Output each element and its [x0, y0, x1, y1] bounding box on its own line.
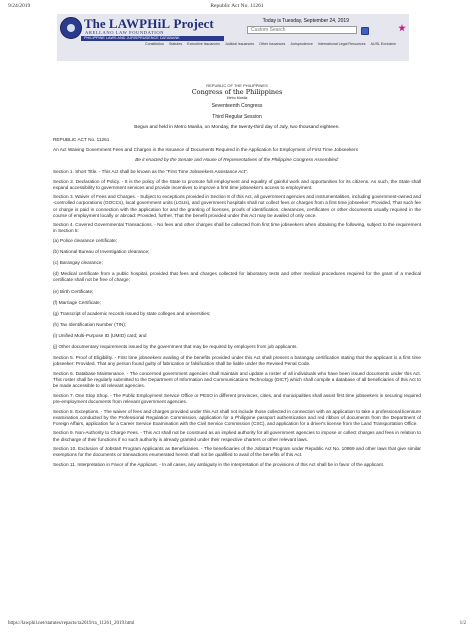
list-item: (j) Other documentary requirements issued by the government that may be required by employers from job applicants. — [53, 344, 298, 350]
act-body — [53, 137, 421, 472]
nav-other-issuances[interactable]: Other Issuances — [259, 42, 286, 46]
list-item: (h) Tax Identification Number (TIN); — [53, 321, 127, 327]
brand-name: LAWPHiL — [108, 16, 171, 31]
section-9: Section 9. Non-Authority to Charge Fees. - This Act shall not be construed as an implied authority for all government agencies to impose or collect charges and fees in relation to the discharge of their functions if no such authority is already granted under their respective charters or other relevant laws. — [53, 430, 421, 442]
nav-international-legal-resources[interactable]: International Legal Resources — [317, 42, 366, 46]
congress-number: Seventeenth Congress — [211, 103, 263, 110]
print-header — [8, 3, 466, 12]
list-item: (e) Birth Certificate; — [53, 288, 94, 294]
section-11: Section 11. Interpretation in Favor of the Applicant. - In all cases, any ambiguity in the interpretation of the provisions of this Act shall be in favor of the applicant. — [53, 462, 385, 467]
list-item: (f) Marriage Certificate; — [53, 299, 101, 305]
brand-prefix: The — [84, 16, 109, 31]
section-4-intro: Section 4. Covered Governmental Transactions. - No fees and other charges shall be collected from first time jobseekers when obtaining the following, subject to the requirement in Section 5: — [53, 222, 421, 234]
session-label: Third Regular Session — [212, 114, 262, 121]
nav-judicial-issuances[interactable]: Judicial Issuances — [224, 42, 255, 46]
brand-subtitle: ARELLANO LAW FOUNDATION — [85, 30, 165, 35]
nav-ausl-exclusive[interactable]: AUSL Exclusive — [370, 42, 397, 46]
section-6: Section 6. Database Maintenance. - The concerned government agencies shall maintain and update a roster of all individuals who have been issued documents under this Act. This roster shall be regularly submitted to the Department of Information and Communications Technology (DICT) which shall compile a database of all beneficiaries of this Act to be made accessible to all relevant agencies. — [53, 370, 421, 389]
brand-strip: PHILIPPINE LAWS AND JURISPRUDENCE DATABANK — [81, 36, 224, 41]
print-footer — [8, 621, 466, 629]
act-heading — [0, 84, 474, 131]
nav-jurisprudence[interactable]: Jurisprudence — [290, 42, 313, 46]
section-7: Section 7. One Stop Shop. - The Public Employment Service Office or PESO in different provinces, cities, and municipalities shall assist first time jobseekers in securing required pre-employment documents from relevant government agencies. — [53, 392, 421, 404]
act-number: REPUBLIC ACT No. 11261 — [53, 137, 110, 142]
section-5: Section 5. Proof of Eligibility. - First time jobseekers availing of the benefits provided under this Act shall present a barangay certification stating that the applicant is a first time jobseeker: Provided, That any person found guilty of fabrication or falsification shall be liable under the Revised Penal Code. — [53, 355, 421, 367]
begun-line: Begun and held in Metro Manila, on Monday, the twenty-third day of July, two thousand eighteen. — [134, 125, 340, 131]
main-nav — [145, 42, 405, 48]
list-item: (c) Barangay clearance; — [53, 260, 103, 266]
nav-executive-issuances[interactable]: Executive Issuances — [187, 42, 220, 46]
section-3: Section 3. Waiver of Fees and Charges. - Subject to exceptions provided in Section 8 of this Act, all government agencies and instrumentalities, including government-owned and -controlled corporations (GOCCs), local government units (LGUs), and government hospitals shall not collect fees or charges from a first time jobseeker: Provided, That such fee or charge is paid in connection with the application for and the granting of licenses, proofs of identification, clearances, certificates or other documents usually required in the course of employment locally or abroad: Provided, further, That the benefit provided under this Act may be availed of only once. — [53, 194, 421, 218]
site-banner — [57, 14, 409, 61]
list-item: (i) Unified Multi-Purpose ID (UMID) card; and — [53, 332, 147, 338]
section-10: Section 10. Exclusion of Jobstart Program Applicants as Beneficiaries. - The beneficiaries of the Jobstart Program under Republic Act No. 10869 and other laws that give similar exemptions for the documents or transactions enumerated herein shall not be qualified to avail of the benefits of this Act. — [53, 446, 421, 458]
lawphil-seal-icon[interactable] — [60, 17, 82, 39]
congress-label: Congress of the Philippines — [191, 88, 283, 96]
page-url: https://lawphil.net/statutes/repacts/ra2019/ra_11261_2019.html — [8, 621, 135, 626]
list-item: (d) Medical certificate from a public hospital, provided that fees and charges collected for laboratory tests and other medical procedures required for the grant of a medical certificate shall not be free of charge; — [53, 271, 421, 283]
list-item: (a) Police clearance certificate; — [53, 238, 118, 244]
act-title: An Act Waiving Government Fees and Charges in the Issuance of Documents Required in the Application for Employment of First Time Jobseekers — [53, 147, 358, 153]
list-item: (b) National Bureau of Investigation clearance; — [53, 249, 150, 255]
nav-statutes[interactable]: Statutes — [168, 42, 183, 46]
brand-suffix: Project — [170, 16, 214, 31]
search-icon[interactable] — [361, 27, 369, 35]
list-item: (g) Transcript of academic records issued by state colleges and universities; — [53, 310, 211, 316]
section-2: Section 2. Declaration of Policy. - It is the policy of the State to promote full employment and equality of gainful work and opportunities for its citizens. As such, the State shall expand accessibility to government services and provide incentives to improve a first time jobseeker's access to employment. — [53, 178, 421, 190]
enacting-clause: Be it enacted by the Senate and House of Representatives of the Philippine Congress Assembled: — [135, 156, 339, 162]
print-date: 9/24/2019 — [8, 3, 31, 9]
search-input[interactable] — [247, 26, 357, 34]
section-1: Section 1. Short Title. - This Act shall be known as the "First Time Jobseekers Assistance Act". — [53, 168, 248, 174]
star-icon[interactable] — [398, 24, 406, 32]
republic-label: REPUBLIC OF THE PHILIPPINES — [206, 83, 268, 88]
nav-constitution[interactable]: Constitution — [145, 42, 164, 46]
page-number: 1/2 — [459, 621, 466, 626]
print-title: Republic Act No. 11261 — [210, 3, 264, 9]
section-8: Section 8. Exceptions. - The waiver of fees and charges provided under this Act shall not include those collected in connection with an application to take a professional licensure examination conducted by the Professional Regulation Commission, application for a Philippine passport authentication and red ribbon of documents from the Department of Foreign Affairs, application for a Career Service Examination with the Civil Service Commission (CSC), and application for a driver's license from the Land Transportation Office. — [53, 408, 421, 426]
today-date: Today is Tuesday, September 24, 2019 — [262, 18, 349, 24]
metro-label: Metro Manila — [226, 95, 248, 100]
